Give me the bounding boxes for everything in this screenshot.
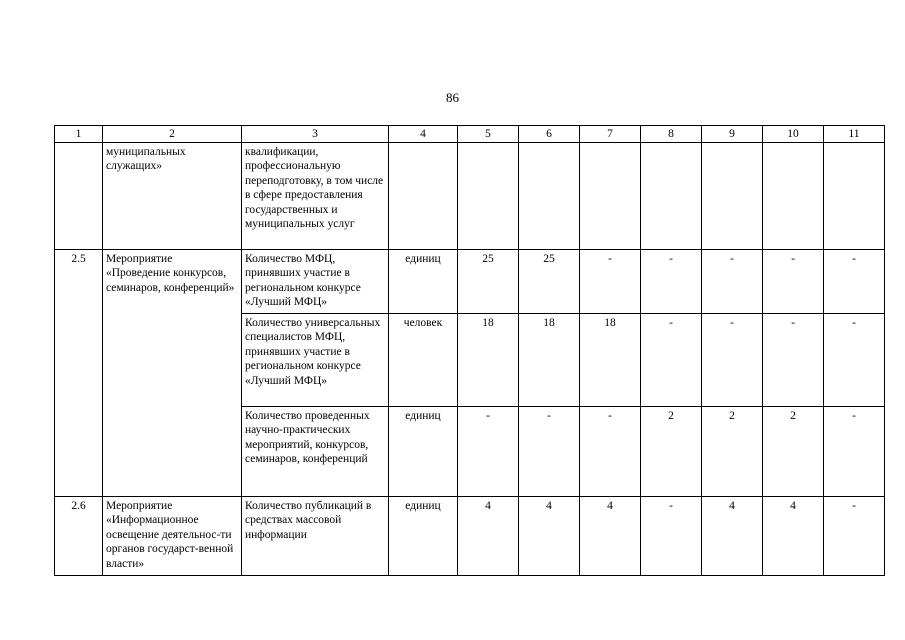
value-cell bbox=[702, 143, 763, 250]
row-number bbox=[55, 143, 103, 250]
header-cell: 8 bbox=[641, 126, 702, 143]
header-cell: 4 bbox=[389, 126, 458, 143]
indicator-name: Количество универсальных специалистов МФЦ, принявших участие в региональном конкурсе «Лучший МФЦ» bbox=[242, 314, 389, 407]
value-cell: 4 bbox=[458, 497, 519, 576]
indicators-table bbox=[54, 125, 885, 576]
event-name: Мероприятие «Проведение конкурсов, семинаров, конференций» bbox=[103, 250, 242, 497]
table-row bbox=[55, 497, 885, 576]
value-cell: 18 bbox=[458, 314, 519, 407]
value-cell: 25 bbox=[458, 250, 519, 314]
row-number: 2.6 bbox=[55, 497, 103, 576]
value-cell: - bbox=[702, 250, 763, 314]
indicator-name: Количество МФЦ, принявших участие в региональном конкурсе «Лучший МФЦ» bbox=[242, 250, 389, 314]
value-cell: 4 bbox=[519, 497, 580, 576]
page-number: 86 bbox=[446, 90, 459, 105]
indicator-name: Количество публикаций в средствах массовой информации bbox=[242, 497, 389, 576]
value-cell bbox=[519, 143, 580, 250]
value-cell: - bbox=[641, 314, 702, 407]
unit: единиц bbox=[389, 250, 458, 314]
header-cell: 10 bbox=[763, 126, 824, 143]
value-cell: - bbox=[763, 250, 824, 314]
value-cell: 18 bbox=[580, 314, 641, 407]
value-cell: 25 bbox=[519, 250, 580, 314]
header-cell: 1 bbox=[55, 126, 103, 143]
value-cell: 2 bbox=[763, 407, 824, 497]
value-cell bbox=[763, 143, 824, 250]
unit: человек bbox=[389, 314, 458, 407]
event-name: муниципальных служащих» bbox=[103, 143, 242, 250]
value-cell: - bbox=[641, 250, 702, 314]
header-cell: 2 bbox=[103, 126, 242, 143]
table-header-row bbox=[55, 126, 885, 143]
value-cell: 4 bbox=[763, 497, 824, 576]
value-cell: - bbox=[458, 407, 519, 497]
value-cell: - bbox=[580, 250, 641, 314]
table-row bbox=[55, 143, 885, 250]
value-cell: - bbox=[824, 407, 885, 497]
value-cell: 2 bbox=[641, 407, 702, 497]
value-cell bbox=[458, 143, 519, 250]
value-cell: 18 bbox=[519, 314, 580, 407]
value-cell: - bbox=[580, 407, 641, 497]
indicator-name: квалификации, профессиональную переподготовку, в том числе в сфере предоставления государственных и муниципальных услуг bbox=[242, 143, 389, 250]
value-cell: - bbox=[824, 497, 885, 576]
value-cell: - bbox=[824, 250, 885, 314]
header-cell: 6 bbox=[519, 126, 580, 143]
value-cell: - bbox=[641, 497, 702, 576]
header-cell: 9 bbox=[702, 126, 763, 143]
header-cell: 11 bbox=[824, 126, 885, 143]
row-number: 2.5 bbox=[55, 250, 103, 497]
event-name: Мероприятие «Информационное освещение деятельнос-ти органов государст-венной власти» bbox=[103, 497, 242, 576]
value-cell: 2 bbox=[702, 407, 763, 497]
indicator-name: Количество проведенных научно-практических мероприятий, конкурсов, семинаров, конференций bbox=[242, 407, 389, 497]
value-cell: - bbox=[763, 314, 824, 407]
value-cell: - bbox=[702, 314, 763, 407]
unit: единиц bbox=[389, 407, 458, 497]
value-cell bbox=[641, 143, 702, 250]
header-cell: 3 bbox=[242, 126, 389, 143]
value-cell bbox=[824, 143, 885, 250]
header-cell: 7 bbox=[580, 126, 641, 143]
value-cell: - bbox=[824, 314, 885, 407]
unit: единиц bbox=[389, 497, 458, 576]
unit bbox=[389, 143, 458, 250]
table-row bbox=[55, 250, 885, 314]
value-cell: 4 bbox=[702, 497, 763, 576]
value-cell: - bbox=[519, 407, 580, 497]
value-cell bbox=[580, 143, 641, 250]
value-cell: 4 bbox=[580, 497, 641, 576]
header-cell: 5 bbox=[458, 126, 519, 143]
